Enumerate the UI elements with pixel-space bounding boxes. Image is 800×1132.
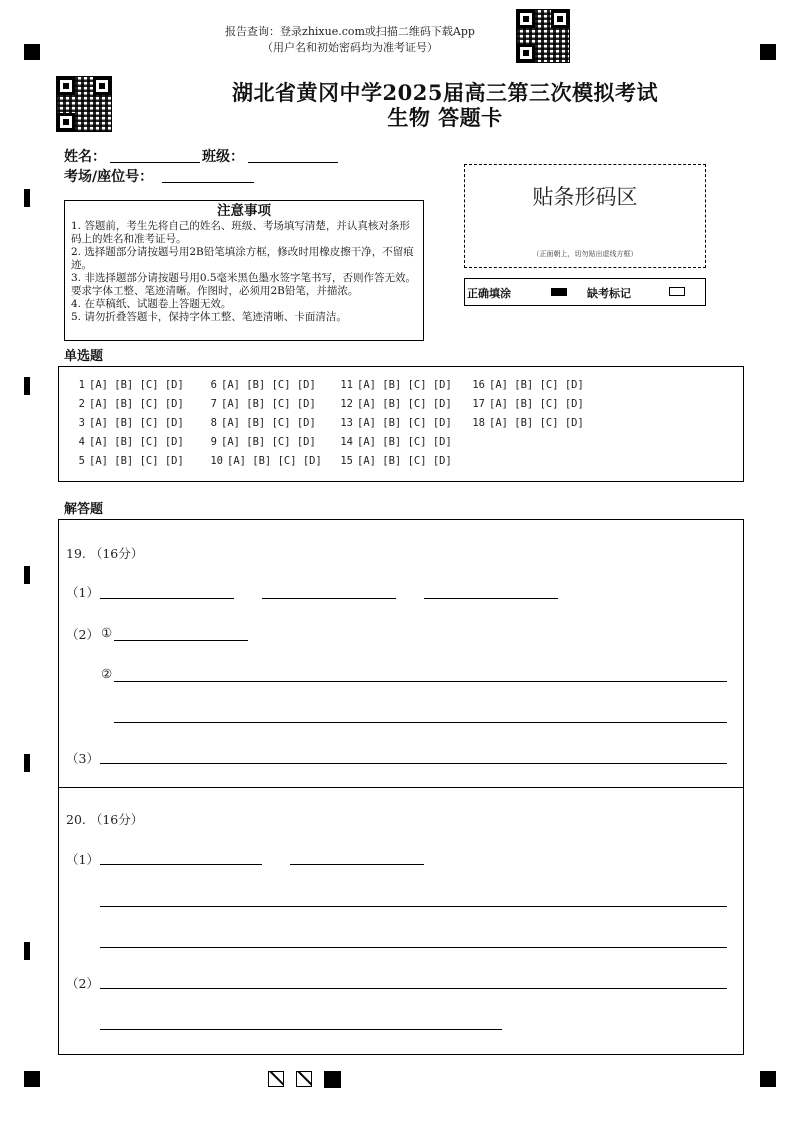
mcq-question-2[interactable]: [73, 398, 184, 410]
mcq-number: 7: [210, 398, 217, 410]
mcq-options[interactable]: [A] [B] [C] [D]: [489, 398, 584, 410]
mcq-number: 10: [210, 455, 223, 467]
fill-legend: [464, 278, 706, 306]
q19-1-blank-1[interactable]: [100, 598, 234, 599]
mcq-number: 17: [472, 398, 485, 410]
q20-part2-label: （2）: [66, 976, 99, 991]
mcq-section-label: 单选题: [64, 349, 104, 364]
mcq-number: 9: [210, 436, 217, 448]
page-code-filled: [324, 1071, 341, 1088]
class-field[interactable]: [248, 162, 338, 163]
page-code-box: [268, 1071, 284, 1087]
mcq-number: 2: [78, 398, 85, 410]
q19-2-line-1[interactable]: [114, 681, 727, 682]
mcq-options[interactable]: [A] [B] [C] [D]: [221, 398, 316, 410]
mcq-options[interactable]: [A] [B] [C] [D]: [89, 379, 184, 391]
mcq-options[interactable]: [A] [B] [C] [D]: [221, 379, 316, 391]
q19-2-circle-1: ①: [101, 625, 113, 640]
mcq-number: 14: [340, 436, 353, 448]
mcq-question-12[interactable]: [335, 398, 452, 410]
header-note-line2: （用户名和初始密码均为准考证号）: [262, 41, 438, 54]
notice-item: 2. 选择题部分请按题号用2B铅笔填涂方框，修改时用橡皮擦干净，不留痕迹。: [71, 246, 414, 271]
mcq-question-13[interactable]: [335, 417, 452, 429]
q20-2-line-2[interactable]: [100, 1029, 502, 1030]
mcq-number: 5: [78, 455, 85, 467]
timing-mark: [24, 566, 30, 584]
q20-1-blank-1[interactable]: [100, 864, 262, 865]
notice-item: 1. 答题前，考生先将自己的姓名、班级、考场填写清楚，并认真核对条形码上的姓名和准考证号。: [71, 220, 410, 245]
mcq-question-15[interactable]: [335, 455, 452, 467]
mcq-question-16[interactable]: [467, 379, 584, 391]
mcq-question-1[interactable]: [73, 379, 184, 391]
q19-part3-label: （3）: [66, 751, 99, 766]
q19-1-blank-3[interactable]: [424, 598, 558, 599]
mcq-options[interactable]: [A] [B] [C] [D]: [221, 436, 316, 448]
header-note-line1: 报告查询：登录zhixue.com或扫描二维码下载App: [225, 25, 475, 38]
class-label: 班级：: [202, 149, 244, 165]
q19-part1-label: （1）: [66, 585, 99, 600]
mcq-number: 6: [210, 379, 217, 391]
mcq-options[interactable]: [A] [B] [C] [D]: [357, 436, 452, 448]
q19-2-circle-2: ②: [101, 666, 113, 681]
mcq-options[interactable]: [A] [B] [C] [D]: [489, 417, 584, 429]
room-seat-label: 考场/座位号：: [64, 169, 154, 185]
mcq-number: 18: [472, 417, 485, 429]
q19-part2-label: （2）: [66, 627, 99, 642]
mcq-options[interactable]: [A] [B] [C] [D]: [357, 455, 452, 467]
mcq-number: 12: [340, 398, 353, 410]
q20-1-line-1[interactable]: [100, 906, 727, 907]
room-seat-field[interactable]: [162, 182, 254, 183]
mcq-number: 1: [78, 379, 85, 391]
timing-mark: [24, 377, 30, 395]
mcq-number: 16: [472, 379, 485, 391]
mcq-options[interactable]: [A] [B] [C] [D]: [357, 379, 452, 391]
name-label: 姓名：: [64, 149, 106, 165]
mcq-options[interactable]: [A] [B] [C] [D]: [489, 379, 584, 391]
mcq-number: 15: [340, 455, 353, 467]
timing-mark: [24, 942, 30, 960]
mcq-question-4[interactable]: [73, 436, 184, 448]
name-field[interactable]: [110, 162, 200, 163]
answers-section-label: 解答题: [64, 502, 104, 517]
notice-item: 5. 请勿折叠答题卡，保持字体工整、笔迹清晰、卡面清洁。: [71, 311, 347, 323]
mcq-question-7[interactable]: [205, 398, 316, 410]
q19-3-line[interactable]: [100, 763, 727, 764]
notice-title: 注意事项: [217, 203, 271, 219]
q20-part1-label: （1）: [66, 852, 99, 867]
q19-2-blank-1[interactable]: [114, 640, 248, 641]
mcq-number: 11: [340, 379, 353, 391]
correct-fill-label: 正确填涂: [467, 287, 511, 300]
barcode-subtitle: （正面朝上，切勿贴出虚线方框）: [532, 250, 638, 258]
mcq-question-6[interactable]: [205, 379, 316, 391]
mcq-question-8[interactable]: [205, 417, 316, 429]
mcq-number: 4: [78, 436, 85, 448]
mcq-question-17[interactable]: [467, 398, 584, 410]
q19-2-line-2[interactable]: [114, 722, 727, 723]
mcq-options[interactable]: [A] [B] [C] [D]: [89, 398, 184, 410]
mcq-number: 3: [78, 417, 85, 429]
mcq-options[interactable]: [A] [B] [C] [D]: [357, 417, 452, 429]
q20-1-line-2[interactable]: [100, 947, 727, 948]
mcq-question-11[interactable]: [335, 379, 452, 391]
q20-1-blank-2[interactable]: [290, 864, 424, 865]
mcq-options[interactable]: [A] [B] [C] [D]: [357, 398, 452, 410]
mcq-question-5[interactable]: [73, 455, 184, 467]
corner-mark-top-left: [24, 44, 40, 60]
mcq-question-14[interactable]: [335, 436, 452, 448]
corner-mark-bottom-right: [760, 1071, 776, 1087]
q19-1-blank-2[interactable]: [262, 598, 396, 599]
page-code-box: [296, 1071, 312, 1087]
header-note: [200, 24, 500, 56]
q19-title: 19. （16分）: [66, 546, 144, 561]
qr-code-top: [517, 10, 569, 62]
mcq-question-18[interactable]: [467, 417, 584, 429]
mcq-box: [58, 366, 744, 482]
mcq-number: 8: [210, 417, 217, 429]
absent-mark-checkbox[interactable]: [669, 287, 685, 296]
page-subtitle: 生物 答题卡: [387, 105, 503, 130]
question-divider: [58, 787, 744, 788]
corner-mark-bottom-left: [24, 1071, 40, 1087]
absent-mark-label: 缺考标记: [587, 287, 631, 300]
correct-fill-sample: [551, 288, 567, 296]
mcq-options[interactable]: [A] [B] [C] [D]: [89, 417, 184, 429]
mcq-question-10[interactable]: [205, 455, 322, 467]
mcq-options[interactable]: [A] [B] [C] [D]: [89, 455, 184, 467]
q20-2-line-1[interactable]: [100, 988, 727, 989]
corner-mark-top-right: [760, 44, 776, 60]
page-title: 湖北省黄冈中学2025届高三第三次模拟考试: [232, 80, 658, 105]
qr-code-left: [57, 77, 111, 131]
barcode-title: 贴条形码区: [532, 185, 638, 209]
mcq-question-9[interactable]: [205, 436, 316, 448]
notice-item: 3. 非选择题部分请按题号用0.5毫米黑色墨水签字笔书写，否则作答无效。要求字体工整、笔迹清晰。作图时，必须用2B铅笔，并描浓。: [71, 272, 417, 297]
mcq-options[interactable]: [A] [B] [C] [D]: [89, 436, 184, 448]
barcode-area: [464, 164, 706, 268]
notice-item: 4. 在草稿纸、试题卷上答题无效。: [71, 298, 232, 310]
notice-box: [64, 200, 424, 341]
timing-mark: [24, 189, 30, 207]
timing-mark: [24, 754, 30, 772]
mcq-number: 13: [340, 417, 353, 429]
mcq-options[interactable]: [A] [B] [C] [D]: [227, 455, 322, 467]
mcq-question-3[interactable]: [73, 417, 184, 429]
q20-title: 20. （16分）: [66, 812, 144, 827]
mcq-options[interactable]: [A] [B] [C] [D]: [221, 417, 316, 429]
